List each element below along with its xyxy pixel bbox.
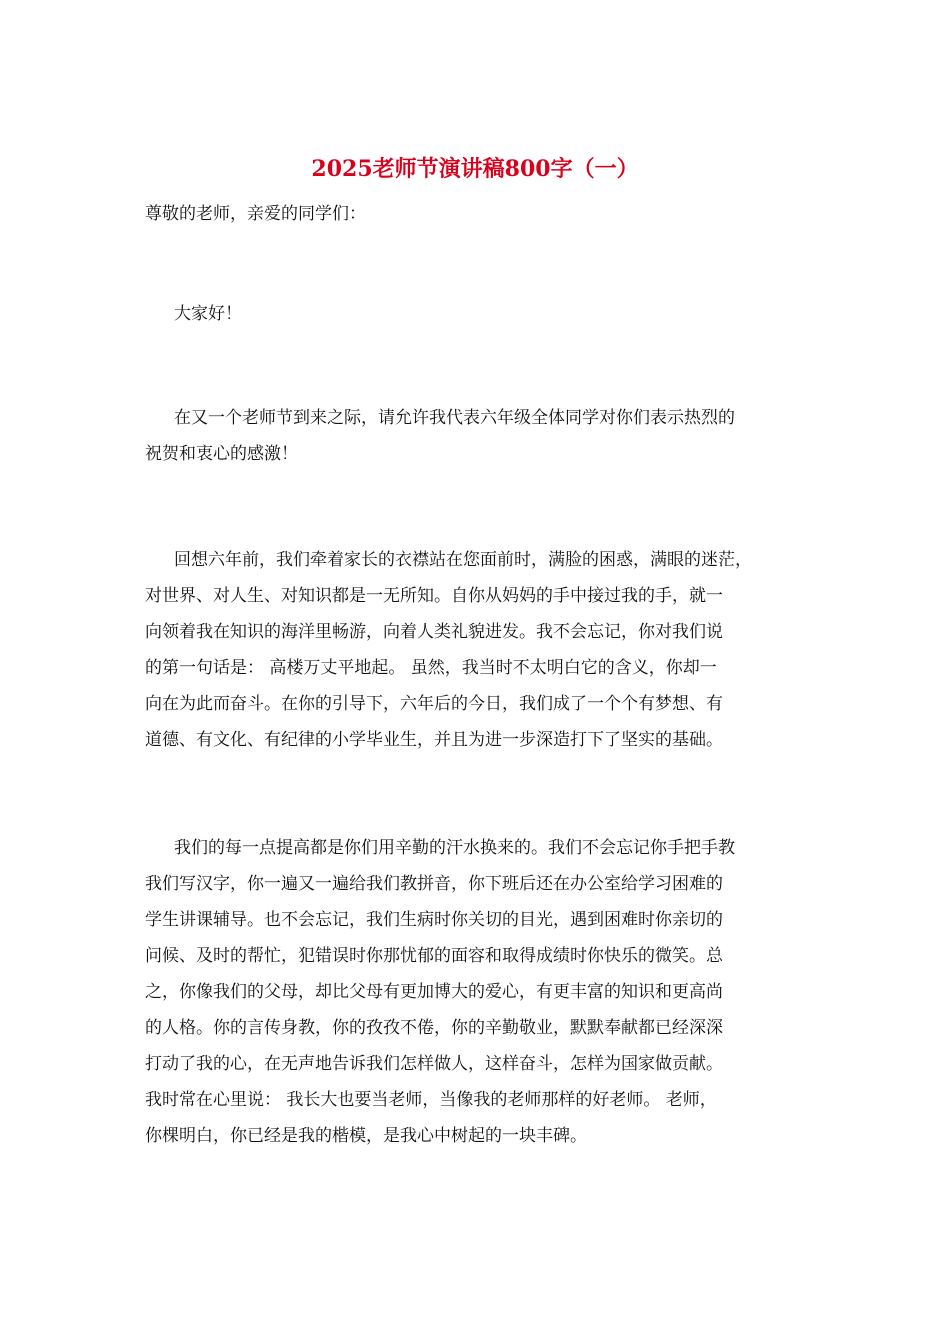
paragraph-line: 对世界、对人生、对知识都是一无所知。自你从妈妈的手中接过我的手，就一 xyxy=(145,586,723,606)
paragraph-recollection xyxy=(145,542,835,758)
paragraph-gratitude xyxy=(145,830,835,1154)
paragraph-greeting xyxy=(145,296,835,332)
paragraph-line: 祝贺和衷心的感激！ xyxy=(145,444,298,464)
paragraph-line: 学生讲课辅导。也不会忘记，我们生病时你关切的目光，遇到困难时你亲切的 xyxy=(145,910,723,930)
paragraph-line: 向在为此而奋斗。在你的引导下，六年后的今日，我们成了一个个有梦想、有 xyxy=(145,694,723,714)
paragraph-line: 我们写汉字，你一遍又一遍给我们教拼音，你下班后还在办公室给学习困难的 xyxy=(145,874,723,894)
paragraph-line: 你棵明白，你已经是我的楷模，是我心中树起的一块丰碑。 xyxy=(145,1126,587,1146)
paragraph-congratulations xyxy=(145,400,835,472)
paragraph-line: 打动了我的心，在无声地告诉我们怎样做人，这样奋斗，怎样为国家做贡献。 xyxy=(145,1054,723,1074)
salutation-text: 尊敬的老师，亲爱的同学们： xyxy=(145,204,366,224)
document-title: 2025老师节演讲稿800字（一） xyxy=(311,156,639,182)
paragraph-line: 回想六年前，我们牵着家长的衣襟站在您面前时，满脸的困惑，满眼的迷茫， xyxy=(174,550,752,570)
salutation xyxy=(145,196,835,232)
paragraph-line: 道德、有文化、有纪律的小学毕业生，并且为进一步深造打下了坚实的基础。 xyxy=(145,730,723,750)
paragraph-line: 的第一句话是： 高楼万丈平地起。 虽然，我当时不太明白它的含义，你却一 xyxy=(145,658,717,678)
paragraph-line: 向领着我在知识的海洋里畅游，向着人类礼貌进发。我不会忘记，你对我们说 xyxy=(145,622,723,642)
paragraph-line: 的人格。你的言传身教，你的孜孜不倦，你的辛勤敬业，默默奉献都已经深深 xyxy=(145,1018,723,1038)
paragraph-line: 问候、及时的帮忙，犯错误时你那忧郁的面容和取得成绩时你快乐的微笑。总 xyxy=(145,946,723,966)
paragraph-line: 我时常在心里说： 我长大也要当老师，当像我的老师那样的好老师。 老师， xyxy=(145,1090,717,1110)
paragraph-line: 在又一个老师节到来之际，请允许我代表六年级全体同学对你们表示热烈的 xyxy=(174,408,735,428)
paragraph-line: 我们的每一点提高都是你们用辛勤的汗水换来的。我们不会忘记你手把手教 xyxy=(174,838,735,858)
paragraph-line: 大家好！ xyxy=(174,304,242,324)
paragraph-line: 之，你像我们的父母，却比父母有更加博大的爱心，有更丰富的知识和更高尚 xyxy=(145,982,723,1002)
